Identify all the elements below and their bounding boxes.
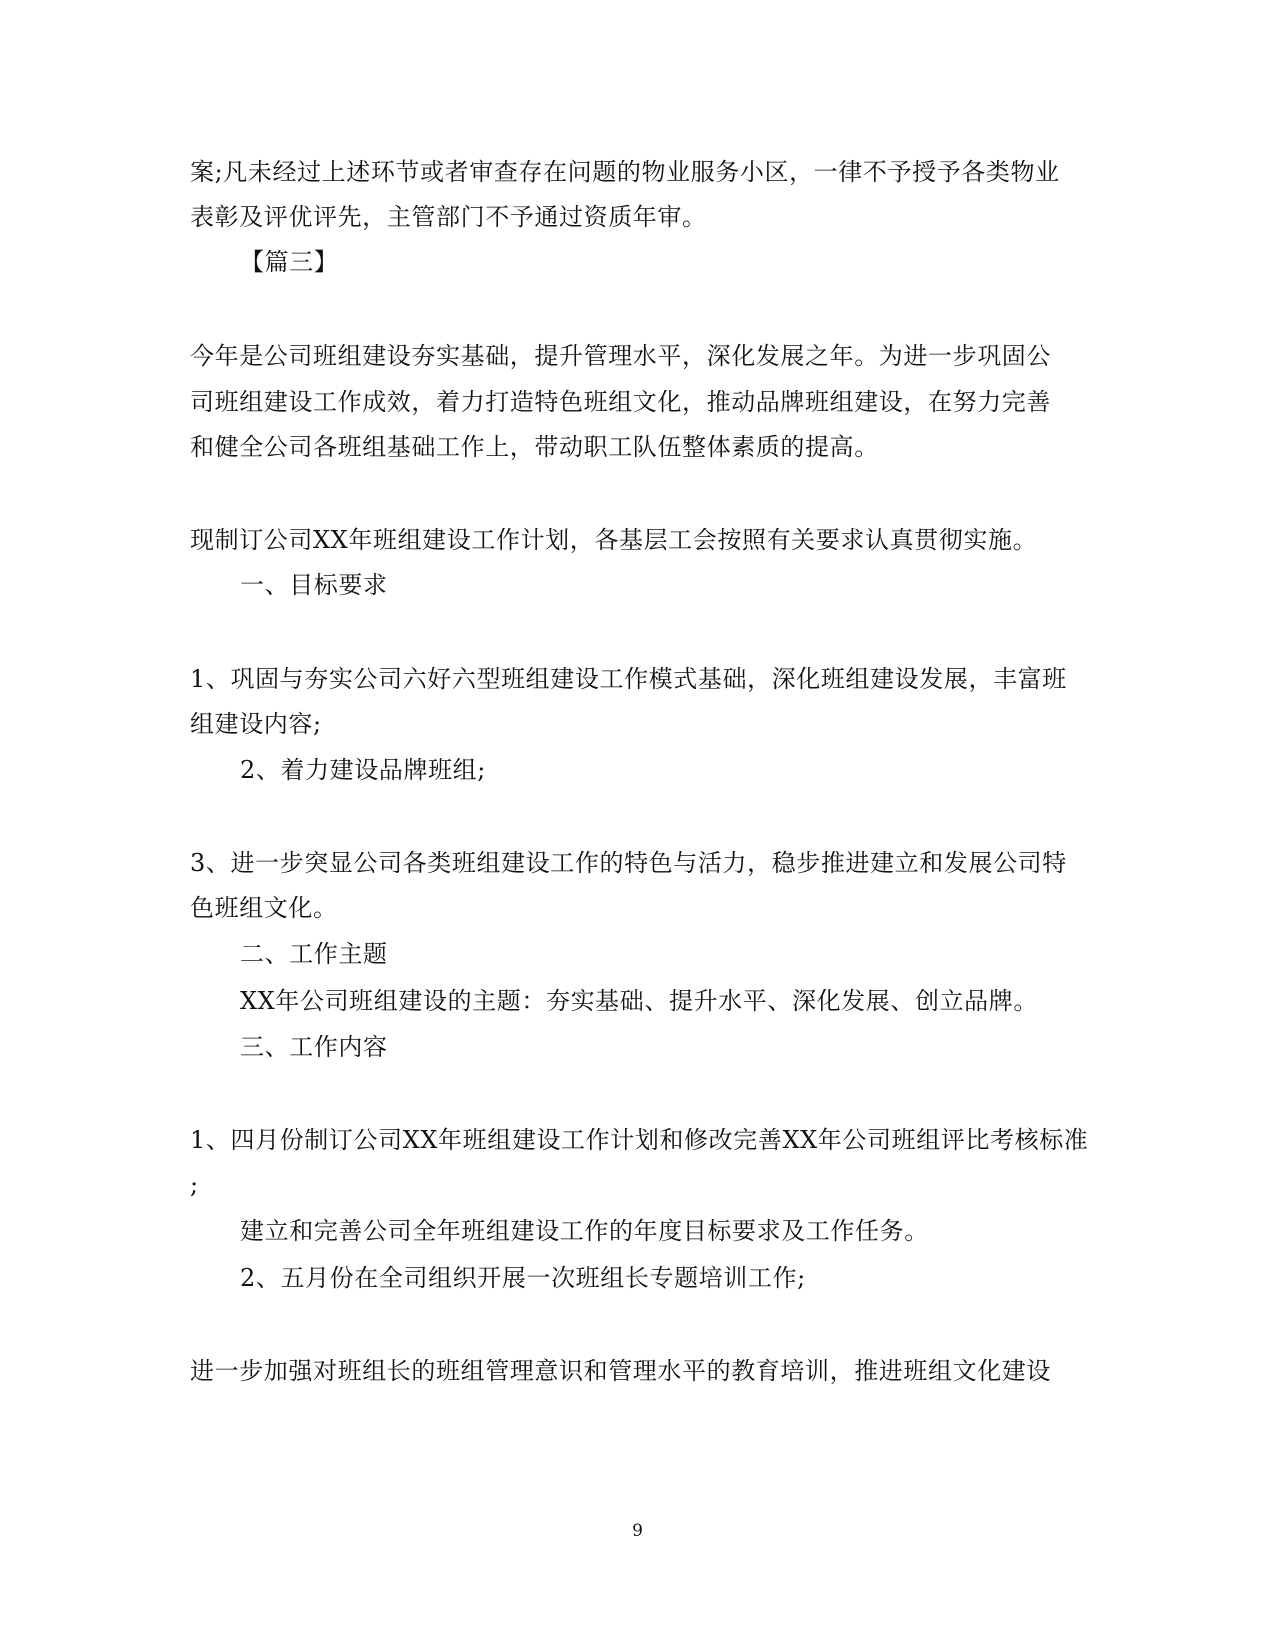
- text-line: 色班组文化。: [190, 894, 338, 922]
- text-line: 建立和完善公司全年班组建设工作的年度目标要求及工作任务。: [240, 1217, 929, 1245]
- list-item: 2、着力建设品牌班组;: [240, 756, 486, 784]
- section-heading: 【篇三】: [240, 248, 339, 276]
- text-line: 司班组建设工作成效，着力打造特色班组文化，推动品牌班组建设，在努力完善: [190, 388, 1051, 416]
- text-line: 表彰及评优评先，主管部门不予通过资质年审。: [190, 203, 707, 231]
- text-line: 今年是公司班组建设夯实基础，提升管理水平，深化发展之年。为进一步巩固公: [190, 342, 1051, 370]
- list-item: 1、巩固与夯实公司六好六型班组建设工作模式基础，深化班组建设发展，丰富班: [190, 665, 1067, 693]
- text-line: 进一步加强对班组长的班组管理意识和管理水平的教育培训，推进班组文化建设: [190, 1357, 1051, 1385]
- section-heading: 二、工作主题: [240, 940, 388, 968]
- text-line: 和健全公司各班组基础工作上，带动职工队伍整体素质的提高。: [190, 433, 879, 461]
- list-item: 3、进一步突显公司各类班组建设工作的特色与活力，稳步推进建立和发展公司特: [190, 849, 1067, 877]
- section-heading: 一、目标要求: [240, 571, 388, 599]
- list-item: 2、五月份在全司组织开展一次班组长专题培训工作;: [240, 1264, 806, 1292]
- section-heading: 三、工作内容: [240, 1033, 388, 1061]
- text-line: 组建设内容;: [190, 710, 322, 738]
- text-line: ;: [190, 1171, 199, 1199]
- text-line: 现制订公司XX年班组建设工作计划，各基层工会按照有关要求认真贯彻实施。: [190, 526, 1038, 554]
- list-item: 1、四月份制订公司XX年班组建设工作计划和修改完善XX年公司班组评比考核标准: [190, 1126, 1089, 1154]
- text-line: XX年公司班组建设的主题：夯实基础、提升水平、深化发展、创立品牌。: [240, 987, 1038, 1015]
- text-line: 案;凡未经过上述环节或者审查存在问题的物业服务小区，一律不予授予各类物业: [190, 158, 1060, 186]
- page-number: 9: [632, 1521, 643, 1541]
